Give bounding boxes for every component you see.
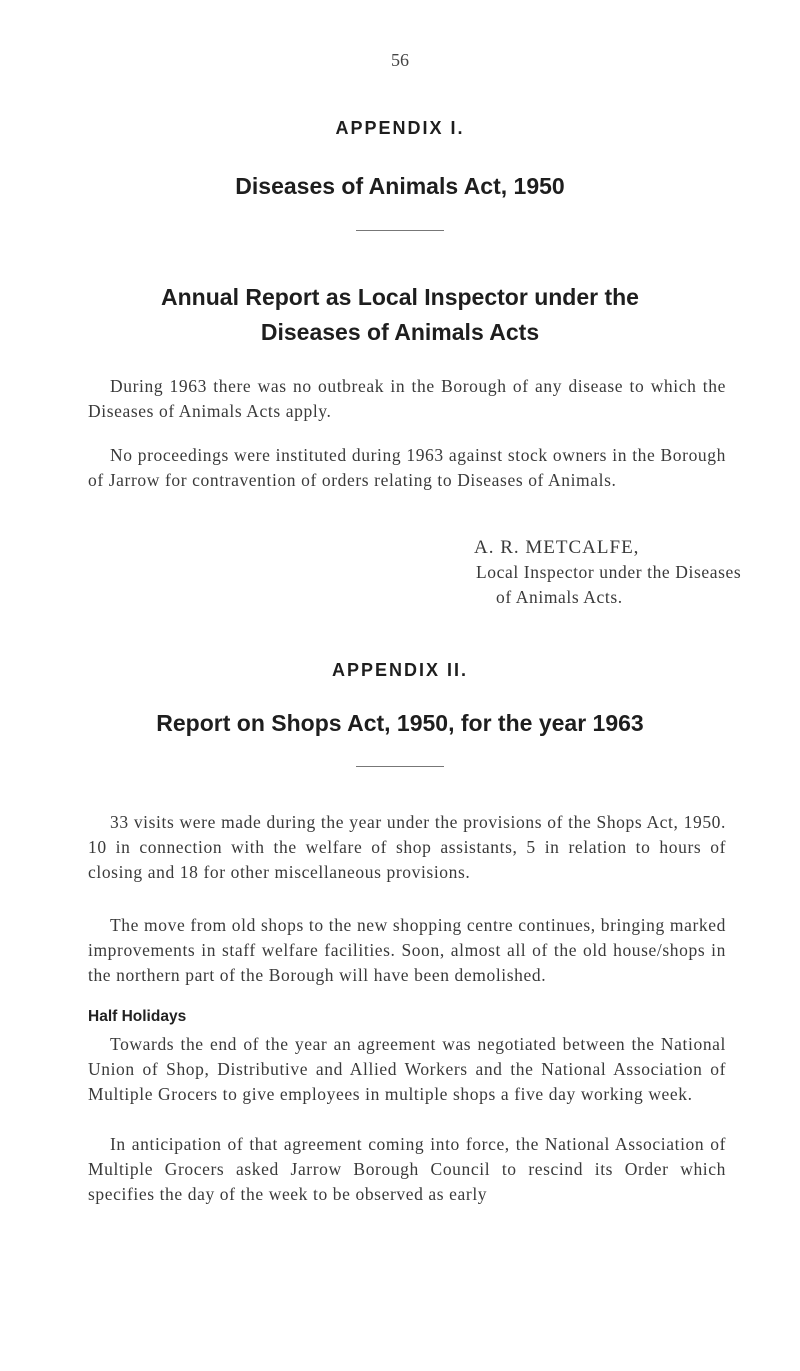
appendix-1-paragraph-2: No proceedings were instituted during 1963 against stock owners in the Borough of Jarrow for contravention of orders relating to Diseases of Animals. xyxy=(88,445,726,490)
half-holidays-paragraph-1: Towards the end of the year an agreement was negotiated between the National Union of Shop, Distributive and Allied Workers and the National Association of Multiple Grocers to give employees in multiple shops a five day working week. xyxy=(88,1034,726,1104)
divider-rule xyxy=(356,766,444,767)
page-number: 56 xyxy=(391,50,409,70)
appendix-2-title: Report on Shops Act, 1950, for the year 1963 xyxy=(156,710,644,736)
signature-title-line1: Local Inspector under the Diseases xyxy=(476,562,742,582)
half-holidays-heading: Half Holidays xyxy=(88,1008,187,1025)
appendix-1-subtitle-line1: Annual Report as Local Inspector under the xyxy=(161,284,639,310)
appendix-2-heading: APPENDIX II. xyxy=(331,660,469,680)
appendix-1-paragraph-1: During 1963 there was no outbreak in the Borough of any disease to which the Diseases of Animals Acts apply. xyxy=(88,376,726,421)
signature-name: A. R. METCALFE, xyxy=(474,537,640,558)
appendix-2-paragraph-1: 33 visits were made during the year under the provisions of the Shops Act, 1950. 10 in connection with the welfare of shop assistants, 5 in relation to hours of closing and 18 for other miscellaneous provisions. xyxy=(88,812,726,882)
signature-title-line2: of Animals Acts. xyxy=(496,587,623,607)
divider-rule xyxy=(356,230,444,231)
appendix-1-subtitle-line2: Diseases of Animals Acts xyxy=(260,319,540,345)
appendix-1-title: Diseases of Animals Act, 1950 xyxy=(235,173,565,199)
half-holidays-paragraph-2: In anticipation of that agreement coming into force, the National Association of Multiple Grocers asked Jarrow Borough Council to rescind its Order which specifies the day of the week to be observed as early xyxy=(88,1134,726,1204)
appendix-1-heading: APPENDIX I. xyxy=(335,118,465,138)
appendix-2-paragraph-2: The move from old shops to the new shopping centre continues, bringing marked improvements in staff welfare facilities. Soon, almost all of the old house/shops in the northern part of the Borough will have been demolished. xyxy=(88,915,726,985)
signature-block xyxy=(474,535,741,610)
